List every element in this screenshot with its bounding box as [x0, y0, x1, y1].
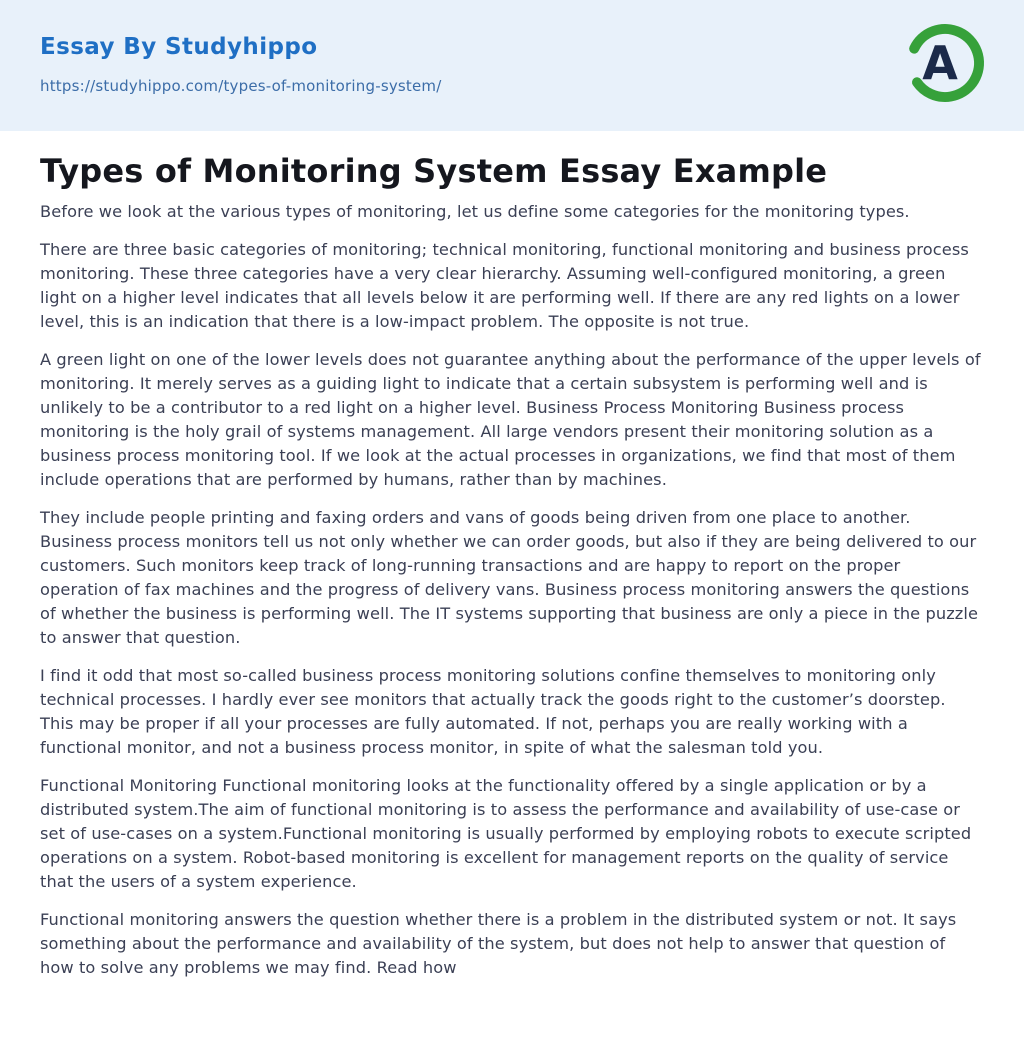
- paragraph-7: Functional monitoring answers the question whether there is a problem in the distributed system or not. It says something about the performance and availability of the system, but does not help to answer that question of how to solve any problems we may find. Read how: [40, 910, 957, 977]
- paragraph-2: There are three basic categories of monitoring; technical monitoring, functional monitoring and business process monitoring. These three categories have a very clear hierarchy. Assuming well-configured monitoring, a green light on a higher level indicates that all levels below it are performing well. If there are any red lights on a lower level, this is an indication that there is a low-impact problem. The opposite is not true.: [40, 240, 969, 331]
- logo-letter: A: [922, 36, 958, 90]
- source-url: https://studyhippo.com/types-of-monitoring-system/: [40, 76, 442, 95]
- paragraph-1: Before we look at the various types of monitoring, let us define some categories for the monitoring types.: [40, 202, 910, 221]
- studyhippo-logo-icon: [904, 22, 986, 104]
- paragraph-6: Functional Monitoring Functional monitoring looks at the functionality offered by a single application or by a distributed system.The aim of functional monitoring is to assess the performance and availability of use-case or set of use-cases on a system.Functional monitoring is usually performed by employing robots to execute scripted operations on a system. Robot-based monitoring is excellent for management reports on the quality of service that the users of a system experience.: [40, 776, 972, 891]
- site-title: Essay By Studyhippo: [40, 34, 318, 60]
- paragraph-3: A green light on one of the lower levels does not guarantee anything about the performance of the upper levels of monitoring. It merely serves as a guiding light to indicate that a certain subsystem is performing well and is unlikely to be a contributor to a red light on a higher level. Business Process Monitoring Business process monitoring is the holy grail of systems management. All large vendors present their monitoring solution as a business process monitoring tool. If we look at the actual processes in organizations, we find that most of them include operations that are performed by humans, rather than by machines.: [40, 350, 981, 489]
- paragraph-4: They include people printing and faxing orders and vans of goods being driven from one place to another. Business process monitors tell us not only whether we can order goods, but also if they are being delivered to our customers. Such monitors keep track of long-running transactions and are happy to report on the proper operation of fax machines and the progress of delivery vans. Business process monitoring answers the questions of whether the business is performing well. The IT systems supporting that business are only a piece in the puzzle to answer that question.: [40, 508, 979, 647]
- article-body: [0, 131, 1024, 980]
- paragraph-5: I find it odd that most so-called business process monitoring solutions confine themselves to monitoring only technical processes. I hardly ever see monitors that actually track the goods right to the customer’s doorstep. This may be proper if all your processes are fully automated. If not, perhaps you are really working with a functional monitor, and not a business process monitor, in spite of what the salesman told you.: [40, 666, 946, 757]
- page-header: [0, 0, 1024, 131]
- article-title: Types of Monitoring System Essay Example: [40, 152, 828, 190]
